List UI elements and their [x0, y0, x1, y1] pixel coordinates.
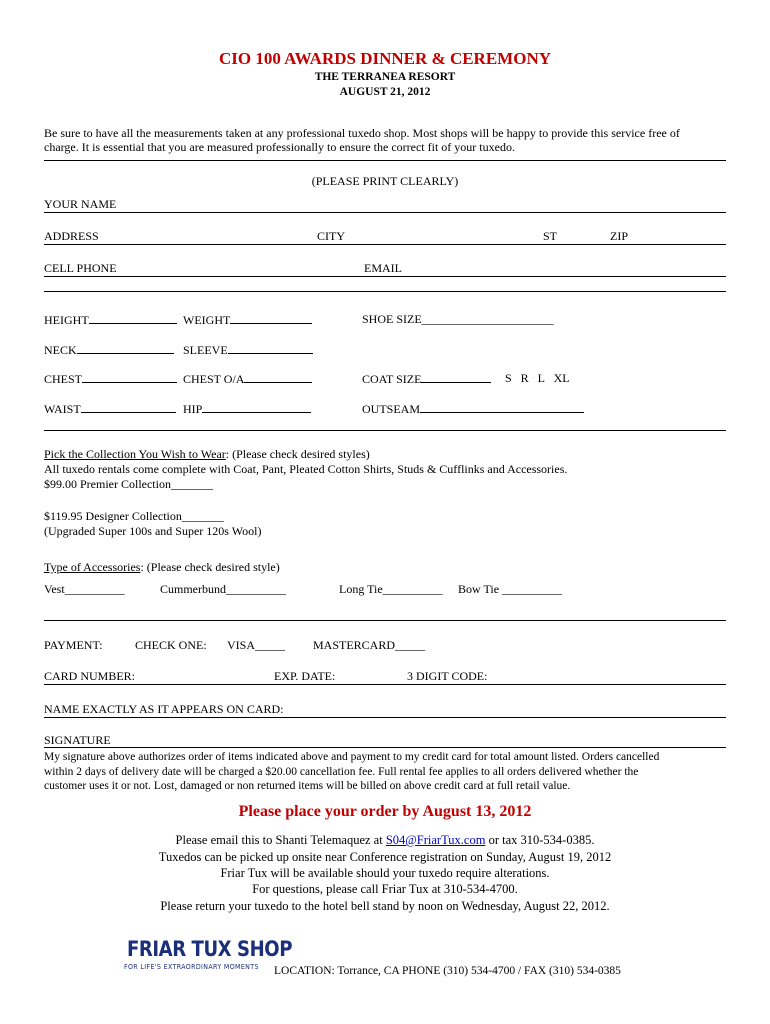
outseam-field[interactable] — [420, 401, 584, 413]
your-name-field[interactable] — [44, 212, 726, 213]
card-number-label: CARD NUMBER: — [44, 669, 136, 683]
height-row — [44, 312, 177, 327]
collection-heading: Pick the Collection You Wish to Wear — [44, 447, 226, 461]
email-instruction — [0, 833, 770, 848]
hip-row — [183, 401, 311, 416]
location-contact: LOCATION: Torrance, CA PHONE (310) 534-4700 / FAX (310) 534-0385 — [274, 965, 621, 977]
pickup-instruction: Tuxedos can be picked up onsite near Conference registration on Sunday, August 19, 2012 — [158, 850, 612, 864]
exp-date-label: EXP. DATE: — [274, 669, 336, 683]
email-label: EMAIL — [364, 261, 402, 275]
alterations-instruction: Friar Tux will be available should your tuxedo require alterations. — [220, 866, 550, 880]
waist-field[interactable] — [81, 401, 176, 413]
cell-phone-label: CELL PHONE — [44, 261, 117, 275]
friar-tux-logo: FRIAR TUX SHOP — [127, 937, 293, 961]
outseam-row — [362, 401, 584, 416]
chest-oa-row — [183, 371, 312, 386]
chest-oa-label: CHEST O/A — [183, 372, 245, 386]
weight-row — [183, 312, 312, 327]
sleeve-row — [183, 342, 313, 357]
card-details-field[interactable] — [44, 684, 726, 685]
outseam-label: OUTSEAM — [362, 402, 421, 416]
divider — [44, 160, 726, 161]
address-label: ADDRESS — [44, 229, 99, 243]
name-on-card-label: NAME EXACTLY AS IT APPEARS ON CARD: — [44, 702, 284, 716]
collection-includes: All tuxedo rentals come complete with Coat, Pant, Pleated Cotton Shirts, Studs & Cufflinks and Accessories. — [44, 462, 568, 476]
coat-size-field[interactable] — [421, 371, 491, 383]
coat-size-label: COAT SIZE — [362, 372, 422, 386]
shoe-size-row — [362, 312, 554, 326]
height-label: HEIGHT — [44, 313, 89, 327]
signature-terms-line-1: My signature above authorizes order of items indicated above and payment to my credit card for total amount listed. Orders cancelled — [44, 751, 660, 763]
accessories-heading-note: : (Please check desired style) — [140, 560, 280, 574]
intro-line-1: Be sure to have all the measurements taken at any professional tuxedo shop. Most shops will be happy to provide this service free of — [44, 126, 680, 140]
signature-field[interactable] — [44, 747, 726, 748]
accessories-heading-row — [44, 560, 280, 574]
weight-label: WEIGHT — [183, 313, 231, 327]
page-title: CIO 100 AWARDS DINNER & CEREMONY — [219, 49, 551, 68]
chest-row — [44, 371, 177, 386]
signature-label: SIGNATURE — [44, 733, 111, 747]
collection-heading-note: : (Please check desired styles) — [225, 447, 370, 461]
neck-field[interactable] — [77, 342, 174, 354]
address-field[interactable] — [44, 244, 726, 245]
logo-tagline: FOR LIFE'S EXTRAORDINARY MOMENTS — [124, 963, 259, 971]
return-instruction: Please return your tuxedo to the hotel bell stand by noon on Wednesday, August 22, 2012. — [160, 899, 610, 913]
signature-terms-line-2: within 2 days of delivery date will be charged a $20.00 cancellation fee. Full rental fee applies to all orders delivered whether the — [44, 766, 639, 778]
waist-label: WAIST — [44, 402, 81, 416]
order-deadline: Please place your order by August 13, 2012 — [238, 803, 532, 820]
email-link[interactable]: S04@FriarTux.com — [385, 833, 486, 847]
accessories-heading: Type of Accessories — [44, 560, 141, 574]
cummerbund-option[interactable]: Cummerbund__________ — [160, 582, 286, 596]
chest-oa-field[interactable] — [244, 371, 312, 383]
divider — [44, 430, 726, 431]
mastercard-option[interactable]: MASTERCARD_____ — [313, 638, 426, 652]
email-instruction-post: or tax 310-534-0385. — [485, 833, 595, 847]
name-on-card-field[interactable] — [44, 717, 726, 718]
print-clearly-note: (PLEASE PRINT CLEARLY) — [311, 174, 459, 188]
height-field[interactable] — [89, 312, 177, 324]
your-name-label: YOUR NAME — [44, 197, 117, 211]
sleeve-field[interactable] — [228, 342, 313, 354]
digit-code-label: 3 DIGIT CODE: — [407, 669, 488, 683]
premier-collection-option[interactable]: $99.00 Premier Collection_______ — [44, 477, 213, 491]
email-instruction-pre: Please email this to Shanti Telemaquez at — [175, 833, 386, 847]
divider — [44, 620, 726, 621]
coat-size-options: S R L XL — [505, 371, 570, 385]
questions-instruction: For questions, please call Friar Tux at 310-534-4700. — [252, 882, 518, 896]
visa-option[interactable]: VISA_____ — [227, 638, 286, 652]
hip-label: HIP — [183, 402, 203, 416]
bow-tie-option[interactable]: Bow Tie __________ — [458, 582, 563, 596]
divider — [44, 291, 726, 292]
designer-collection-note: (Upgraded Super 100s and Super 120s Wool) — [44, 524, 262, 538]
shoe-size-label: SHOE SIZE — [362, 312, 422, 326]
sleeve-label: SLEEVE — [183, 343, 228, 357]
city-label: CITY — [317, 229, 345, 243]
weight-field[interactable] — [230, 312, 312, 324]
phone-email-field[interactable] — [44, 276, 726, 277]
chest-label: CHEST — [44, 372, 83, 386]
st-label: ST — [543, 229, 558, 243]
neck-label: NECK — [44, 343, 77, 357]
designer-collection-option[interactable]: $119.95 Designer Collection_______ — [44, 509, 224, 523]
event-date: AUGUST 21, 2012 — [339, 86, 431, 98]
coat-size-row — [362, 371, 491, 386]
collection-heading-row — [44, 447, 370, 461]
neck-row — [44, 342, 174, 357]
intro-line-2: charge. It is essential that you are measured professionally to ensure the correct fit of your tuxedo. — [44, 140, 515, 154]
payment-label: PAYMENT: — [44, 638, 103, 652]
hip-field[interactable] — [202, 401, 311, 413]
vest-option[interactable]: Vest__________ — [44, 582, 125, 596]
signature-terms-line-3: customer uses it or not. Lost, damaged or non returned items will be billed on above credit card at full retail value. — [44, 780, 571, 792]
zip-label: ZIP — [610, 229, 628, 243]
long-tie-option[interactable]: Long Tie__________ — [339, 582, 443, 596]
shoe-size-field[interactable]: ______________________ — [421, 312, 554, 326]
chest-field[interactable] — [82, 371, 177, 383]
venue: THE TERRANEA RESORT — [314, 71, 456, 83]
check-one-label: CHECK ONE: — [135, 638, 207, 652]
waist-row — [44, 401, 176, 416]
